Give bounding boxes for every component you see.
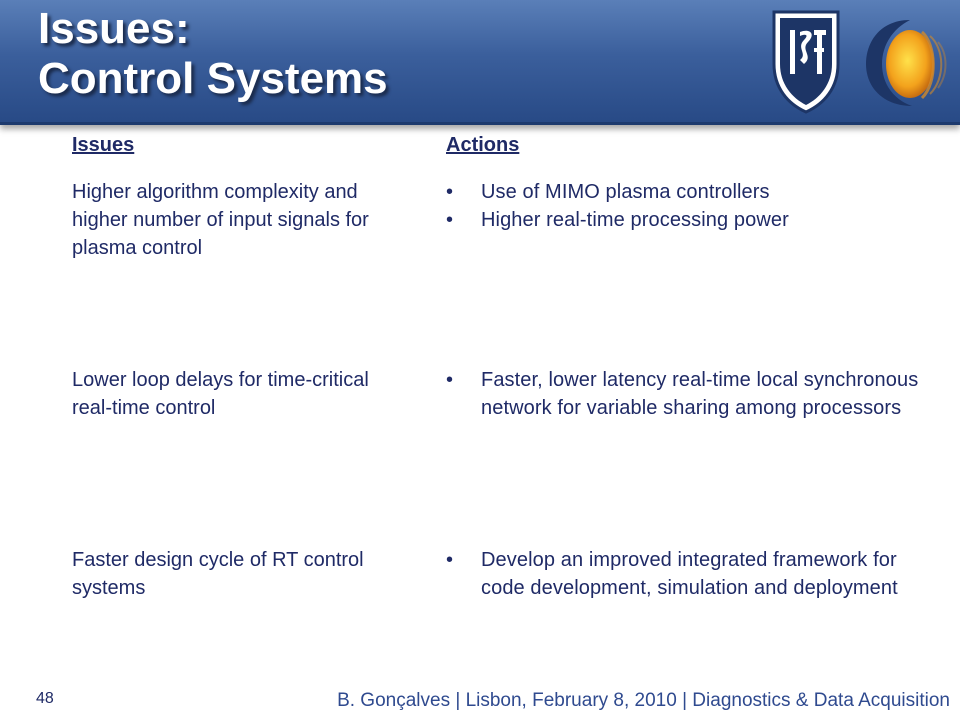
slide-title	[38, 4, 388, 104]
action-item	[446, 206, 946, 234]
action-list	[446, 178, 946, 234]
bullet-icon: •	[446, 181, 454, 203]
action-item	[446, 366, 946, 422]
action-text: Use of MIMO plasma controllers	[481, 181, 770, 203]
action-text: Develop an improved integrated framework for code development, simulation and deployment	[481, 549, 898, 599]
action-item	[446, 178, 946, 206]
page-number: 48	[36, 690, 54, 707]
action-list	[446, 546, 946, 602]
action-text: Higher real-time processing power	[481, 209, 789, 231]
action-item	[446, 546, 946, 602]
issues-header: Issues	[72, 134, 135, 156]
bullet-icon: •	[446, 209, 454, 231]
bullet-icon: •	[446, 549, 454, 571]
issue-text: Higher algorithm complexity and higher number of input signals for plasma control	[72, 181, 369, 259]
actions-header: Actions	[446, 134, 520, 156]
bullet-icon: •	[446, 369, 454, 391]
issue-text: Lower loop delays for time-critical real-time control	[72, 369, 369, 419]
title-line-2: Control Systems	[38, 54, 388, 103]
title-line-1: Issues:	[38, 4, 190, 53]
action-text: Faster, lower latency real-time local synchronous network for variable sharing among processors	[481, 369, 919, 419]
ipfn-logo	[860, 12, 950, 112]
footer-text: B. Gonçalves | Lisbon, February 8, 2010 | Diagnostics & Data Acquisition	[337, 690, 950, 711]
ist-logo	[768, 8, 844, 116]
action-list	[446, 366, 946, 422]
issue-text: Faster design cycle of RT control systems	[72, 549, 364, 599]
